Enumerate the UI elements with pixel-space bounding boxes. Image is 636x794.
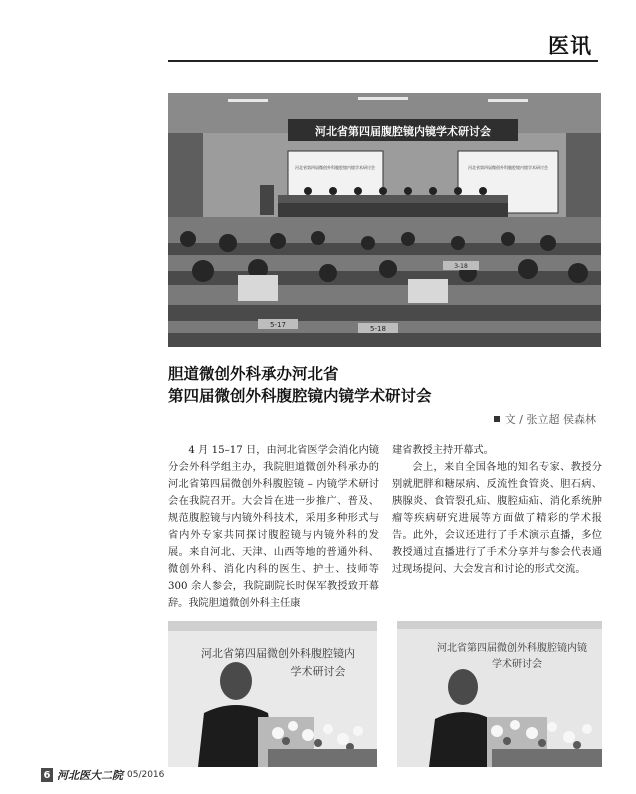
screen-right-text: 河北省第四届微创外科腹腔镜内镜学术研讨会 [468,165,548,170]
bullet-square-icon [494,416,500,422]
conference-hall-photo [168,93,601,347]
backdrop-text-line-1: 河北省第四届微创外科腹腔镜内 [201,647,355,660]
seat-label: 3-18 [454,263,468,270]
speaker-photo-right [397,621,602,767]
page-number: 6 [41,768,53,782]
issue-number: 05/2016 [127,770,165,780]
article-column-right [392,442,602,578]
article-column-left [168,442,379,612]
seat-label: 5-17 [270,321,286,329]
header-rule [168,60,598,62]
seat-label: 5-18 [370,325,386,333]
section-title: 医讯 [548,34,592,58]
article-headline [168,363,598,407]
headline-line-1: 胆道微创外科承办河北省 [168,365,339,383]
speaker-photo-left [168,621,377,767]
journal-name: 河北医大二院 [57,769,123,782]
article-paragraph: 4 月 15–17 日，由河北省医学会消化内镜分会外科学组主办，我院胆道微创外科承办的河北省第四届微创外科腹腔镜 – 内镜学术研讨会在我院召开。大会旨在进一步推广、普及、规范腹腔镜与内镜外科技术，采用多种形式与省内外专家共同探讨腹腔镜与内镜外科的发展。来自河北、天津、山西等地的普通外科、微创外科、消化内科的医生、护士、技师等 300 余人参会，我院副院长时保军教授致开幕辞。我院胆道微创外科主任康 [168,445,379,609]
headline-line-2: 第四届微创外科腹腔镜内镜学术研讨会 [168,387,432,405]
backdrop-text-line-1: 河北省第四届微创外科腹腔镜内镜 [437,643,587,654]
conference-banner-text: 河北省第四届腹腔镜内镜学术研讨会 [315,125,491,138]
article-paragraph: 会上，来自全国各地的知名专家、教授分别就肥胖和糖尿病、反流性食管炎、胆石病、胰腺炎、食管裂孔疝、腹腔疝疝、消化系统肿瘤等疾病研究进展等方面做了精彩的学术报告。此外，会议还进行了手术演示直播，多位教授通过直播进行了手术分享并与参会代表通过现场提问、大会发言和讨论的形式交流。 [392,462,602,575]
screen-left-text: 河北省第四届微创外科腹腔镜内镜学术研讨会 [295,165,375,170]
backdrop-text-line-2: 学术研讨会 [290,665,346,678]
page-footer [41,768,164,782]
article-paragraph: 建省教授主持开幕式。 [392,445,494,456]
byline [494,411,596,427]
backdrop-text-line-2: 学术研讨会 [492,659,542,670]
byline-text: 文 / 张立超 侯森林 [504,413,596,426]
